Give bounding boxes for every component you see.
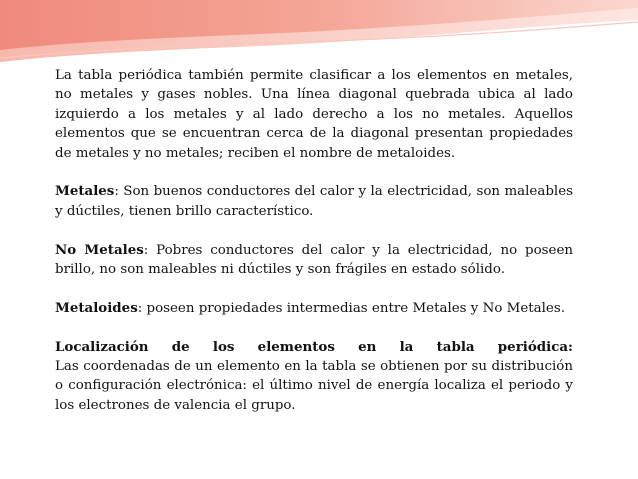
localizacion-text: Las coordenadas de un elemento en la tabla se obtienen por su distribución o configuración electrónica: el último nivel de energía localiza el periodo y los electrones de valencia el grupo. (55, 359, 573, 413)
localizacion-paragraph (55, 338, 573, 416)
no-metales-term: No Metales (55, 241, 144, 258)
slide-body (55, 66, 573, 435)
localizacion-heading: Localización de los elementos en la tabla periódica: (55, 338, 573, 355)
intro-paragraph: La tabla periódica también permite clasificar a los elementos en metales, no metales y gases nobles. Una línea diagonal quebrada ubica al lado izquierdo a los metales y al lado derecho a los no metales. Aquellos elementos que se encuentran cerca de la diagonal presentan propiedades de metales y no metales; reciben el nombre de metaloides. (55, 68, 573, 161)
no-metales-paragraph (55, 241, 573, 280)
header-wave-decoration (0, 0, 638, 70)
metaloides-term: Metaloides (55, 299, 138, 316)
metales-paragraph (55, 182, 573, 221)
metaloides-paragraph (55, 299, 573, 318)
metales-term: Metales (55, 183, 115, 200)
metales-text: : Son buenos conductores del calor y la electricidad, son maleables y dúctiles, tienen brillo característico. (55, 184, 573, 219)
metaloides-text: : poseen propiedades intermedias entre Metales y No Metales. (137, 300, 565, 316)
no-metales-text: : Pobres conductores del calor y la electricidad, no poseen brillo, no son maleables ni dúctiles y son frágiles en estado sólido. (55, 242, 573, 278)
